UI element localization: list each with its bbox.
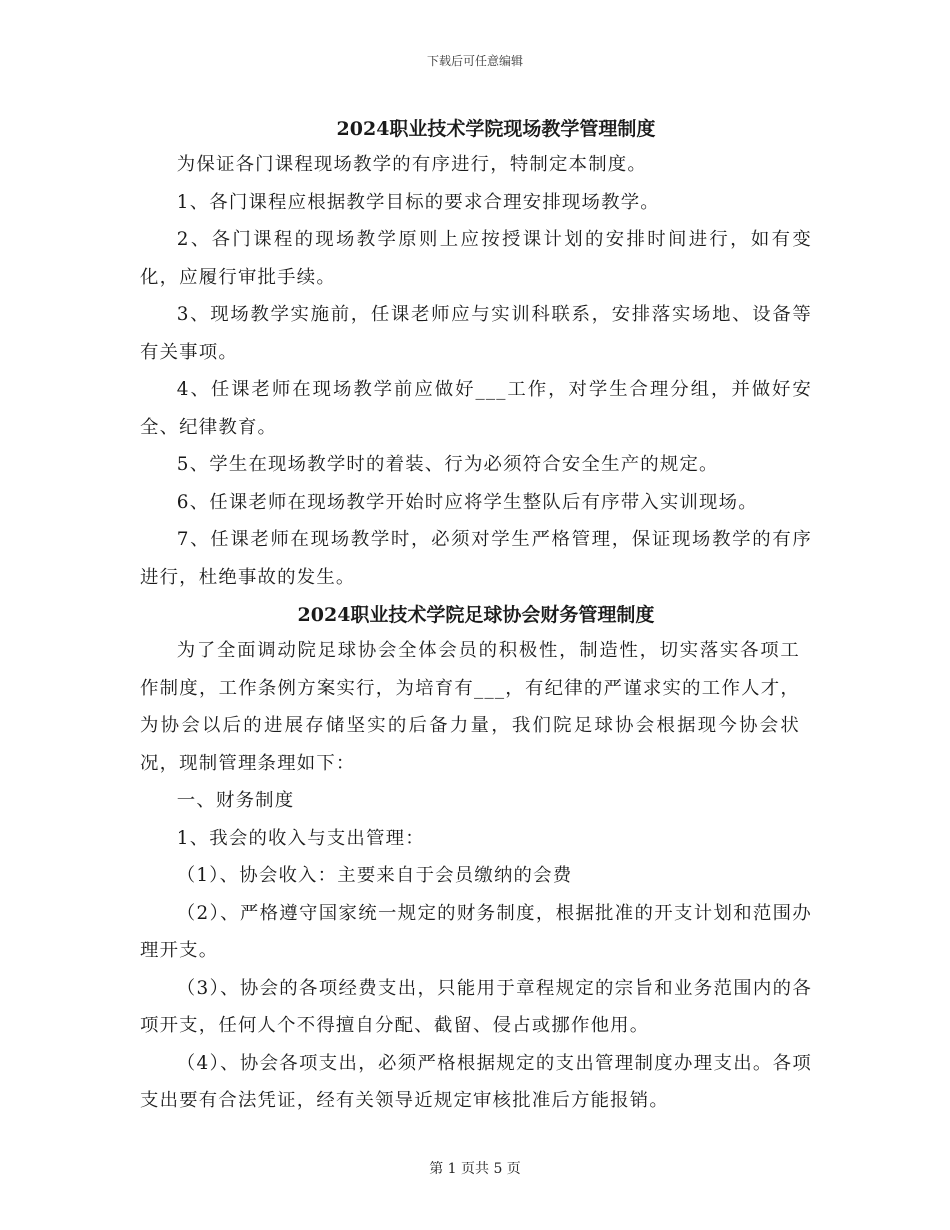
doc2-paragraph: （1）、协会收入：主要来自于会员缴纳的会费 [176,865,573,886]
doc1-paragraph: 2、各门课程的现场教学原则上应按授课计划的安排时间进行，如有变化，应履行审批手续。 [140,229,812,288]
doc1-paragraph: 5、学生在现场教学时的着装、行为必须符合安全生产的规定。 [176,454,719,475]
doc2-paragraph: 一、财务制度 [176,790,295,811]
doc2-paragraph: 为了全面调动院足球协会全体会员的积极性，制造性，切实落实各项工作制度，工作条例方案实行，为培育有___，有纪律的严谨求实的工作人才，为协会以后的进展存储坚实的后备力量，我们院足球协会根据现今协会状况，现制管理条理如下： [140,640,800,774]
doc1-paragraph: 3、现场教学实施前，任课老师应与实训科联系，安排落实场地、设备等有关事项。 [140,304,812,363]
doc2-paragraph: （2）、严格遵守国家统一规定的财务制度，根据批准的开支计划和范围办理开支。 [140,902,812,961]
doc1-paragraph: 为保证各门课程现场教学的有序进行，特制定本制度。 [176,154,647,175]
doc1-paragraph: 7、任课老师在现场教学时，必须对学生严格管理，保证现场教学的有序进行，杜绝事故的发生。 [140,529,812,588]
doc2-paragraph: （3）、协会的各项经费支出，只能用于章程规定的宗旨和业务范围内的各项开支，任何人个不得擅自分配、截留、侵占或挪作他用。 [140,977,812,1036]
doc2-paragraph: 1、我会的收入与支出管理： [176,827,425,849]
doc1-paragraph: 1、各门课程应根据教学目标的要求合理安排现场教学。 [176,191,660,213]
doc1-paragraph: 4、任课老师在现场教学前应做好___工作，对学生合理分组，并做好安全、纪律教育。 [140,379,812,438]
document-body [140,112,812,1120]
doc1-title: 2024职业技术学院现场教学管理制度 [336,118,656,140]
doc2-title: 2024职业技术学院足球协会财务管理制度 [297,604,655,626]
doc1-paragraph: 6、任课老师在现场教学开始时应将学生整队后有序带入实训现场。 [176,491,758,513]
page-footer: 第 1 页共 5 页 [429,1161,521,1177]
doc2-paragraph: （4）、协会各项支出，必须严格根据规定的支出管理制度办理支出。各项支出要有合法凭证，经有关领导近规定审核批准后方能报销。 [140,1052,812,1111]
header-note: 下载后可任意编辑 [426,54,523,68]
